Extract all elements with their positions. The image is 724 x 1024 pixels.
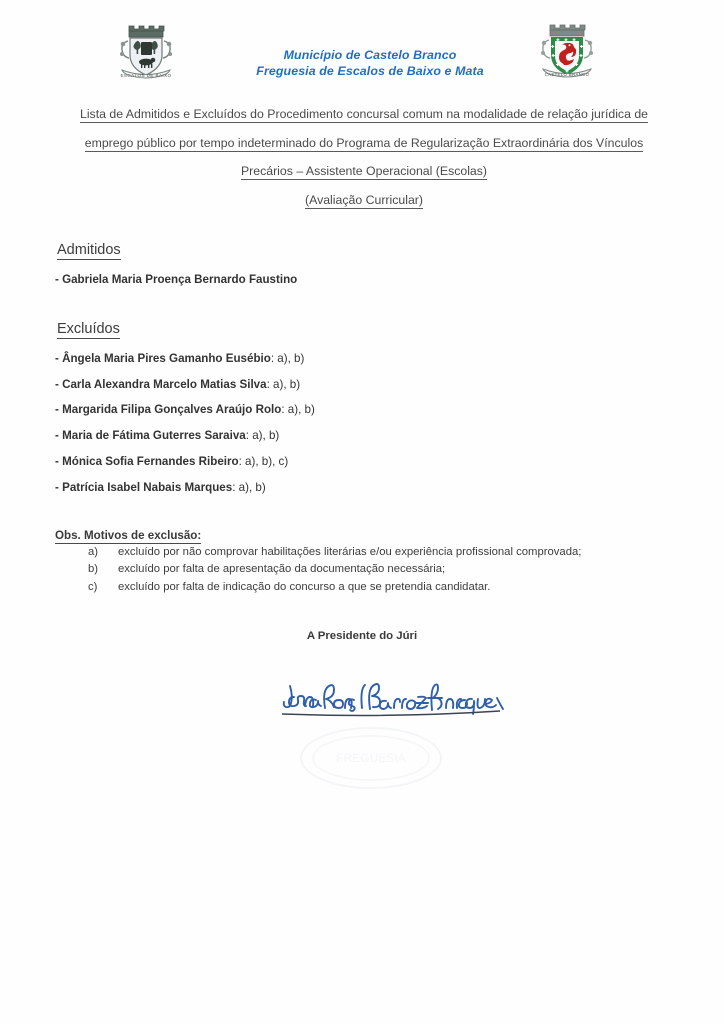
organisation-heading (200, 48, 540, 79)
list-item: - Gabriela Maria Proença Bernardo Faustino (55, 273, 298, 286)
title-line-3: Precários – Assistente Operacional (Escolas) (240, 164, 488, 178)
section-heading-admitidos: Admitidos (57, 242, 121, 258)
reason-text-b: excluído por falta de apresentação da documentação necessária; (118, 563, 446, 575)
reason-marker-a: a) (88, 546, 99, 558)
observations-heading: Obs. Motivos de exclusão: (55, 529, 202, 542)
svg-text:FREGUESIA (336, 751, 405, 765)
list-item: - Patrícia Isabel Nabais Marques: a), b) (55, 481, 266, 494)
list-item: - Carla Alexandra Marcelo Matias Silva: a), b) (55, 378, 301, 391)
escalos-de-baixo-coat-of-arms-icon (110, 14, 182, 91)
reason-text-a: excluído por não comprovar habilitações literárias e/ou experiência profissional comprovada; (118, 546, 582, 558)
signatory-role: A Presidente do Júri (306, 630, 418, 642)
stamp-ghost-artifact (286, 722, 456, 794)
section-heading-excluidos: Excluídos (57, 321, 120, 337)
svg-text:CASTELO BRANCO: CASTELO BRANCO (544, 72, 590, 77)
reason-marker-b: b) (88, 563, 99, 575)
handwritten-signature (278, 676, 510, 724)
castelo-branco-coat-of-arms-icon (531, 10, 603, 93)
org-line-freguesia: Freguesia de Escalos de Baixo e Mata (256, 63, 484, 78)
title-line-2: emprego público por tempo indeterminado do Programa de Regularização Extraordinária dos Vínculos (84, 135, 644, 150)
list-item: - Ângela Maria Pires Gamanho Eusébio: a), b) (55, 352, 305, 365)
title-line-1: Lista de Admitidos e Excluídos do Procedimento concursal comum na modalidade de relação jurídica de (79, 107, 649, 121)
exclusion-reason-a (88, 546, 581, 558)
reason-text-c: excluído por falta de indicação do concurso a que se pretendia candidatar. (118, 581, 491, 593)
document-header (0, 14, 724, 100)
list-item: - Margarida Filipa Gonçalves Araújo Rolo: a), b) (55, 403, 315, 416)
reason-marker-c: c) (88, 581, 98, 593)
exclusion-reason-c (88, 581, 490, 593)
org-line-municipio: Município de Castelo Branco (283, 48, 457, 62)
svg-text:ESCALOS DE BAIXO: ESCALOS DE BAIXO (120, 73, 172, 78)
list-item: - Maria de Fátima Guterres Saraiva: a), b) (55, 429, 280, 442)
title-line-4: (Avaliação Curricular) (305, 192, 423, 207)
exclusion-reason-b (88, 563, 445, 575)
list-item: - Mónica Sofia Fernandes Ribeiro: a), b), c) (55, 455, 289, 468)
document-title (48, 100, 680, 214)
